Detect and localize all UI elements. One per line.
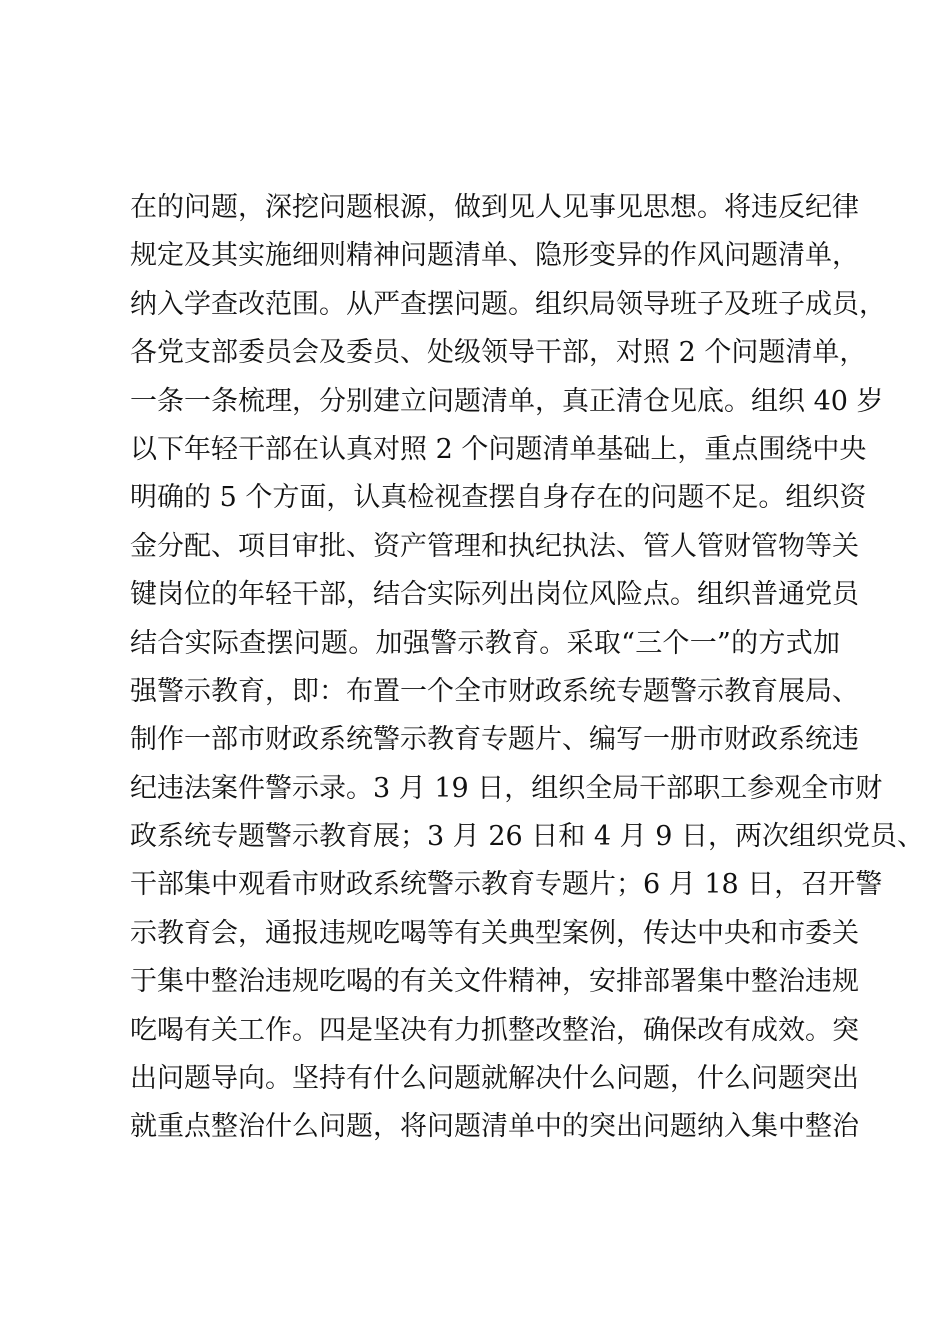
text-line-4: 各党支部委员会及委员、处级领导干部，对照 2 个问题清单，: [130, 337, 867, 369]
text-line-14: 政系统专题警示教育展；3 月 26 日和 4 月 9 日，两次组织党员、: [130, 821, 924, 853]
text-line-12: 制作一部市财政系统警示教育专题片、编写一册市财政系统违: [130, 724, 859, 756]
text-line-13: 纪违法案件警示录。3 月 19 日，组织全局干部职工参观全市财: [130, 772, 883, 804]
body-text: [130, 184, 924, 1152]
text-line-20: 就重点整治什么问题，将问题清单中的突出问题纳入集中整治: [130, 1111, 859, 1143]
text-line-17: 于集中整治违规吃喝的有关文件精神，安排部署集中整治违规: [130, 966, 859, 998]
text-line-8: 金分配、项目审批、资产管理和执纪执法、管人管财管物等关: [130, 530, 859, 562]
text-line-18: 吃喝有关工作。四是坚决有力抓整改整治，确保改有成效。突: [130, 1014, 859, 1046]
text-line-15: 干部集中观看市财政系统警示教育专题片；6 月 18 日，召开警: [130, 869, 883, 901]
text-line-11: 强警示教育，即：布置一个全市财政系统专题警示教育展局、: [130, 675, 859, 707]
text-line-7: 明确的 5 个方面，认真检视查摆自身存在的问题不足。组织资: [130, 482, 867, 514]
text-line-9: 键岗位的年轻干部，结合实际列出岗位风险点。组织普通党员: [130, 579, 859, 611]
text-line-2: 规定及其实施细则精神问题清单、隐形变异的作风问题清单，: [130, 240, 859, 272]
text-line-16: 示教育会，通报违规吃喝等有关典型案例，传达中央和市委关: [130, 917, 859, 949]
text-line-10: 结合实际查摆问题。加强警示教育。采取“三个一”的方式加: [130, 627, 840, 659]
text-line-6: 以下年轻干部在认真对照 2 个问题清单基础上，重点围绕中央: [130, 433, 867, 465]
text-line-5: 一条一条梳理，分别建立问题清单，真正清仓见底。组织 40 岁: [130, 385, 884, 417]
text-line-3: 纳入学查改范围。从严查摆问题。组织局领导班子及班子成员，: [130, 288, 886, 320]
text-line-19: 出问题导向。坚持有什么问题就解决什么问题，什么问题突出: [130, 1063, 859, 1095]
text-line-1: 在的问题，深挖问题根源，做到见人见事见思想。将违反纪律: [130, 192, 859, 223]
